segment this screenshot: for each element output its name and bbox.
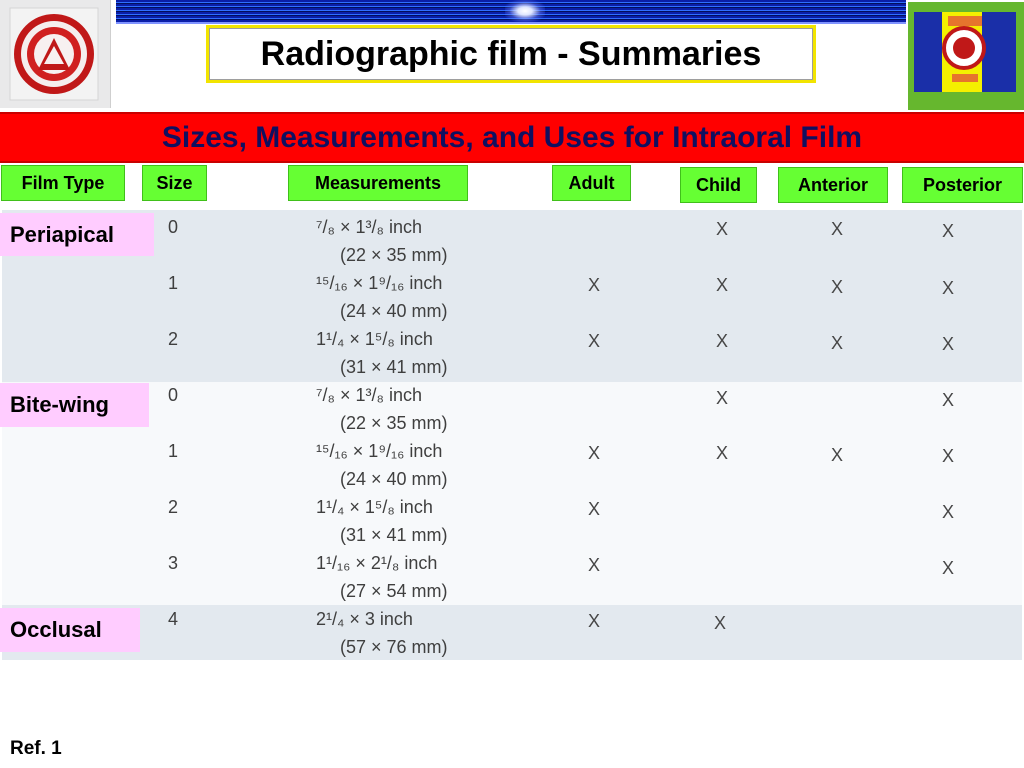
- inch-cell: 1¹/₄ × 1⁵/₈ inch: [316, 497, 433, 517]
- inch-cell: ⁷/₈ × 1³/₈ inch: [316, 385, 422, 405]
- film-type-bite-wing: Bite-wing: [0, 383, 149, 427]
- anterior-mark: X: [831, 445, 844, 465]
- size-cell: 2: [168, 329, 179, 349]
- posterior-mark: X: [942, 334, 955, 354]
- inch-cell: 1¹/₁₆ × 2¹/₈ inch: [316, 553, 438, 573]
- child-mark: X: [716, 219, 729, 239]
- size-cell: 4: [168, 609, 179, 629]
- child-mark: X: [716, 331, 729, 351]
- adult-mark: X: [588, 499, 601, 519]
- header-film-type: Film Type: [1, 165, 125, 201]
- right-flag-icon: [908, 2, 1024, 110]
- header-measurements: Measurements: [288, 165, 468, 201]
- inch-cell: ¹⁵/₁₆ × 1⁹/₁₆ inch: [316, 273, 443, 293]
- header-anterior: Anterior: [778, 167, 888, 203]
- anterior-mark: X: [831, 333, 844, 353]
- title-box: [206, 25, 816, 83]
- header-posterior: Posterior: [902, 167, 1023, 203]
- posterior-mark: X: [942, 221, 955, 241]
- film-type-periapical: Periapical: [0, 213, 154, 256]
- film-table: [2, 210, 1022, 660]
- top-bar-flare: [505, 0, 545, 22]
- reference-note: Ref. 1: [10, 738, 62, 759]
- left-seal-logo: [0, 0, 111, 108]
- size-cell: 1: [168, 273, 179, 293]
- header-adult: Adult: [552, 165, 631, 201]
- right-flag-logo: [908, 2, 1024, 110]
- header-size: Size: [142, 165, 207, 201]
- mm-cell: (24 × 40 mm): [340, 301, 448, 321]
- mm-cell: (27 × 54 mm): [340, 581, 448, 601]
- mm-cell: (22 × 35 mm): [340, 245, 448, 265]
- adult-mark: X: [588, 443, 601, 463]
- anterior-mark: X: [831, 219, 844, 239]
- mm-cell: (31 × 41 mm): [340, 357, 448, 377]
- size-cell: 3: [168, 553, 179, 573]
- adult-mark: X: [588, 611, 601, 631]
- left-seal-icon: [0, 0, 110, 108]
- posterior-mark: X: [942, 278, 955, 298]
- size-cell: 0: [168, 385, 179, 405]
- adult-mark: X: [588, 275, 601, 295]
- inch-cell: ¹⁵/₁₆ × 1⁹/₁₆ inch: [316, 441, 443, 461]
- subtitle-banner: [0, 112, 1024, 163]
- posterior-mark: X: [942, 390, 955, 410]
- posterior-mark: X: [942, 446, 955, 466]
- mm-cell: (24 × 40 mm): [340, 469, 448, 489]
- size-cell: 2: [168, 497, 179, 517]
- mm-cell: (22 × 35 mm): [340, 413, 448, 433]
- page-title: Radiographic film - Summaries: [260, 34, 762, 73]
- child-mark: X: [716, 388, 729, 408]
- child-mark: X: [716, 443, 729, 463]
- subtitle-text: Sizes, Measurements, and Uses for Intraoral Film: [161, 120, 863, 154]
- film-type-occlusal: Occlusal: [0, 608, 140, 652]
- child-mark: X: [716, 275, 729, 295]
- adult-mark: X: [588, 555, 601, 575]
- inch-cell: ⁷/₈ × 1³/₈ inch: [316, 217, 422, 237]
- header-child: Child: [680, 167, 757, 203]
- mm-cell: (57 × 76 mm): [340, 637, 448, 657]
- size-cell: 0: [168, 217, 179, 237]
- posterior-mark: X: [942, 502, 955, 522]
- inch-cell: 2¹/₄ × 3 inch: [316, 609, 413, 629]
- anterior-mark: X: [831, 277, 844, 297]
- child-mark: X: [714, 613, 727, 633]
- adult-mark: X: [588, 331, 601, 351]
- posterior-mark: X: [942, 558, 955, 578]
- inch-cell: 1¹/₄ × 1⁵/₈ inch: [316, 329, 433, 349]
- size-cell: 1: [168, 441, 179, 461]
- mm-cell: (31 × 41 mm): [340, 525, 448, 545]
